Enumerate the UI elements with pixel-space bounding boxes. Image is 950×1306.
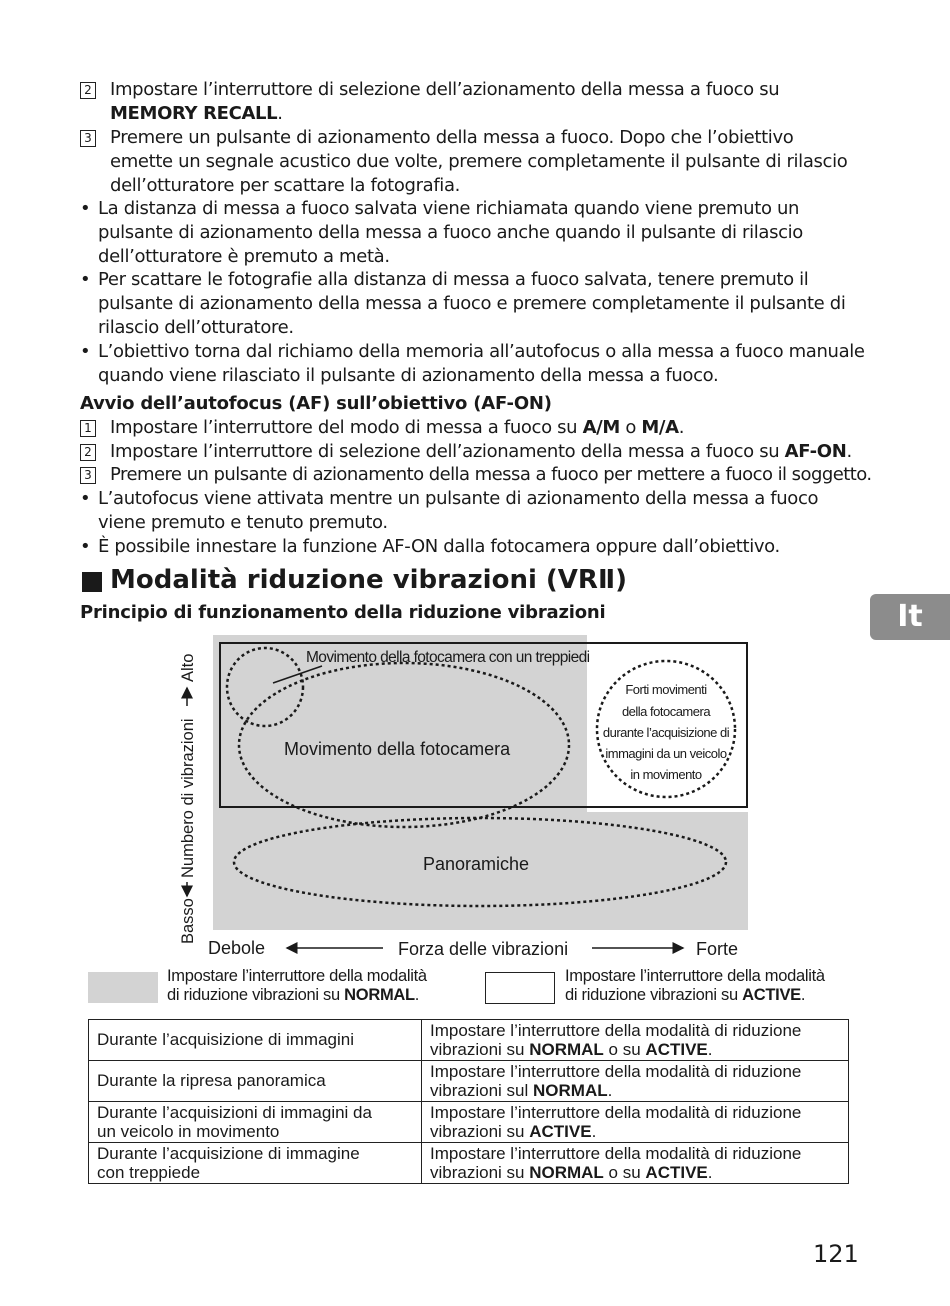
bullet-text: L’obiettivo torna dal richiamo della memoria all’autofocus o alla messa a fuoco manuale xyxy=(98,341,865,362)
panning-label: Panoramiche xyxy=(423,854,530,874)
cell-line xyxy=(430,1081,840,1101)
bold-term: ACTIVE xyxy=(645,1163,708,1182)
cell-line: Durante l’acquisizione di immagine xyxy=(97,1143,360,1163)
text: vibrazioni sul xyxy=(430,1081,533,1100)
bullet-text: La distanza di messa a fuoco salvata viene richiamata quando viene premuto un xyxy=(98,198,800,219)
bullet-text: quando viene rilasciato il pulsante di azionamento della messa a fuoco. xyxy=(98,365,719,386)
text: vibrazioni su xyxy=(430,1040,530,1059)
bold-term: AF-ON xyxy=(784,441,847,462)
text: vibrazioni su xyxy=(430,1163,530,1182)
setting-cell xyxy=(422,1061,849,1102)
text: di riduzione vibrazioni su xyxy=(565,986,743,1004)
cell-line: Impostare l’interruttore della modalità di riduzione xyxy=(430,1061,802,1081)
text: . xyxy=(607,1081,613,1100)
setting-cell xyxy=(422,1143,849,1184)
bold-term: ACTIVE xyxy=(645,1040,708,1059)
bullet-text: dell’otturatore è premuto a metà. xyxy=(98,246,390,267)
setting-cell xyxy=(422,1020,849,1061)
bold-term: NORMAL xyxy=(529,1163,604,1182)
bullet-dot: • xyxy=(80,488,91,509)
bullet-text: rilascio dell’otturatore. xyxy=(98,317,294,338)
cell-line: Impostare l’interruttore della modalità di riduzione xyxy=(430,1102,802,1122)
punct: . xyxy=(846,441,852,462)
bold-term: ACTIVE xyxy=(529,1122,592,1141)
step-text: dell’otturatore per scattare la fotografia. xyxy=(110,175,461,196)
cell-line: Durante l’acquisizioni di immagini da xyxy=(97,1102,372,1122)
bullet-dot: • xyxy=(80,198,91,219)
legend-normal-swatch xyxy=(88,972,158,1003)
step-text: Premere un pulsante di azionamento della messa a fuoco per mettere a fuoco il soggetto. xyxy=(110,464,872,485)
punct: . xyxy=(277,103,283,124)
x-axis-low: Debole xyxy=(208,938,266,958)
x-axis xyxy=(208,938,738,959)
step-text: Premere un pulsante di azionamento della messa a fuoco. Dopo che l’obiettivo xyxy=(110,127,794,148)
situation-cell xyxy=(89,1102,422,1143)
text: o xyxy=(619,417,642,438)
setting-cell xyxy=(422,1102,849,1143)
vehicle-label-line: Forti movimenti xyxy=(625,682,707,697)
text: . xyxy=(707,1040,713,1059)
vehicle-label-line: immagini da un veicolo xyxy=(605,746,727,761)
legend-active-text xyxy=(565,967,825,1005)
vr-subheading: Principio di funzionamento della riduzione vibrazioni xyxy=(80,602,606,623)
tripod-label: Movimento della fotocamera con un treppiedi xyxy=(306,649,590,666)
vehicle-label-line: della fotocamera xyxy=(621,704,711,719)
text: . xyxy=(707,1163,713,1182)
cell-line xyxy=(430,1122,840,1142)
cell-line: Durante la ripresa panoramica xyxy=(97,1071,326,1091)
x-axis-title: Forza delle vibrazioni xyxy=(398,939,569,959)
bullet-text: pulsante di azionamento della messa a fuoco anche quando il pulsante di rilascio xyxy=(98,222,803,243)
legend-line: Impostare l’interruttore della modalità xyxy=(565,967,825,985)
step-number-box: 1 xyxy=(80,420,96,437)
vehicle-label-line: durante l’acquisizione di xyxy=(602,725,730,740)
cell-line: un veicolo in movimento xyxy=(97,1122,280,1141)
y-axis xyxy=(179,654,197,944)
bold-term: M/A xyxy=(641,417,679,438)
text: vibrazioni su xyxy=(430,1122,530,1141)
table-row xyxy=(89,1020,849,1061)
bullet-text: viene premuto e tenuto premuto. xyxy=(98,512,388,533)
bold-term: A/M xyxy=(582,417,620,438)
x-axis-high: Forte xyxy=(696,939,739,959)
step-number-box: 3 xyxy=(80,130,96,147)
step-text: Impostare l’interruttore di selezione dell’azionamento della messa a fuoco su xyxy=(110,79,780,100)
camera-movement-label: Movimento della fotocamera xyxy=(284,739,511,759)
vr-heading: Modalità riduzione vibrazioni (VRⅡ) xyxy=(110,565,627,595)
bullet-text: pulsante di azionamento della messa a fuoco e premere completamente il pulsante di xyxy=(98,293,846,314)
situation-cell xyxy=(89,1020,422,1061)
cell-line: Impostare l’interruttore della modalità di riduzione xyxy=(430,1143,802,1163)
table-row xyxy=(89,1061,849,1102)
punct: . xyxy=(414,986,420,1004)
y-axis-low: Basso xyxy=(179,898,197,944)
legend-line: Impostare l’interruttore della modalità xyxy=(167,967,427,985)
bullet-text: È possibile innestare la funzione AF-ON dalla fotocamera oppure dall’obiettivo. xyxy=(98,536,780,557)
bullet-dot: • xyxy=(80,269,91,290)
text: o su xyxy=(603,1163,646,1182)
legend-normal-text xyxy=(167,967,427,1005)
y-axis-title: Numbero di vibrazioni xyxy=(179,718,197,878)
step-text: emette un segnale acustico due volte, premere completamente il pulsante di rilascio xyxy=(110,151,848,172)
legend-active-swatch xyxy=(485,972,555,1004)
situation-cell xyxy=(89,1061,422,1102)
text: Impostare l’interruttore di selezione dell’azionamento della messa a fuoco su xyxy=(110,441,785,462)
cell-line: con treppiede xyxy=(97,1163,201,1182)
cell-line xyxy=(430,1163,840,1183)
situation-cell xyxy=(89,1143,422,1184)
punct: . xyxy=(800,986,806,1004)
bold-term: NORMAL xyxy=(344,986,415,1004)
text: Impostare l’interruttore del modo di messa a fuoco su xyxy=(110,417,583,438)
step-number-box: 2 xyxy=(80,444,96,461)
language-tab: It xyxy=(870,594,950,640)
y-axis-high: Alto xyxy=(179,653,197,682)
legend-line xyxy=(167,986,427,1005)
table-row xyxy=(89,1143,849,1184)
table-body xyxy=(89,1020,849,1184)
text: o su xyxy=(603,1040,646,1059)
page-number: 121 xyxy=(813,1240,859,1268)
cell-line: Impostare l’interruttore della modalità di riduzione xyxy=(430,1020,802,1040)
bold-term: NORMAL xyxy=(529,1040,604,1059)
step-number-box: 2 xyxy=(80,82,96,99)
bold-term: ACTIVE xyxy=(742,986,801,1004)
cell-line xyxy=(430,1040,840,1060)
table-row xyxy=(89,1102,849,1143)
bullet-dot: • xyxy=(80,341,91,362)
bullet-text: L’autofocus viene attivata mentre un pulsante di azionamento della messa a fuoco xyxy=(98,488,819,509)
cell-line: Durante l’acquisizione di immagini xyxy=(97,1030,355,1050)
bold-term: NORMAL xyxy=(533,1081,608,1100)
punct: . xyxy=(678,417,685,438)
text: . xyxy=(591,1122,597,1141)
vehicle-label-line: in movimento xyxy=(630,767,702,782)
step-number-box: 3 xyxy=(80,467,96,484)
bullet-text: Per scattare le fotografie alla distanza di messa a fuoco salvata, tenere premuto il xyxy=(98,269,809,290)
legend-line xyxy=(565,986,825,1005)
text: di riduzione vibrazioni su xyxy=(167,986,345,1004)
af-on-heading: Avvio dell’autofocus (AF) sull’obiettivo (AF-ON) xyxy=(80,393,552,414)
bold-term: MEMORY RECALL xyxy=(110,103,278,124)
bullet-dot: • xyxy=(80,536,91,557)
vr-settings-table xyxy=(88,1019,849,1184)
